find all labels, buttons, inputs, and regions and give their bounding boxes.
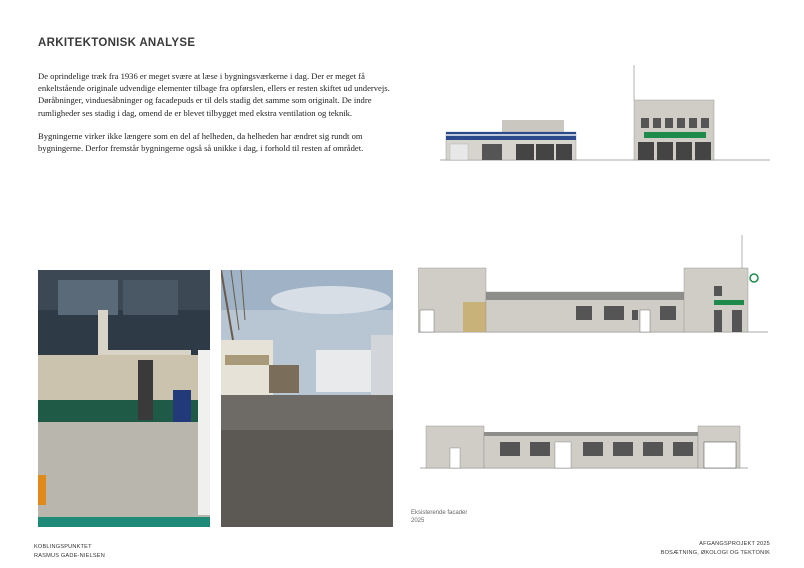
- project-label: AFGANGSPROJEKT 2025: [699, 541, 770, 547]
- courtyard-photo: [221, 270, 393, 527]
- page-title: ARKITEKTONISK ANALYSE: [38, 37, 196, 49]
- analysis-text: [38, 70, 400, 165]
- interior-photo: [38, 270, 210, 527]
- facade-elevation-top: [440, 60, 770, 165]
- paragraph-1: De oprindelige træk fra 1936 er meget svære at læse i bygningsværkerne i dag. Der er meget få enkeltstående originale udvendige elementer tilbage fra opførslen, ellers er resten skiftet ud undervejs. Døråbninger, vinduesåbninger og facadepuds er til dels stadig det samme som originalt. De indre rumligheder ses stadig i dag, omend de er blevet tilbygget med ekstra ventilation og teknik.: [38, 71, 390, 118]
- facade-elevation-bottom: [420, 420, 748, 474]
- footer-author: [34, 543, 105, 561]
- project-theme: BOSÆTNING, ØKOLOGI OG TEKTONIK: [660, 550, 770, 556]
- paragraph-2: Bygningerne virker ikke længere som en del af helheden, da helheden har ændret sig rundt om bygningerne. Derfor fremstår bygningerne også så unikke i dag, i forhold til resten af området.: [38, 130, 364, 154]
- footer-project: [661, 540, 770, 558]
- author-name: RASMUS GADE-NIELSEN: [34, 553, 105, 559]
- caption-title: Eksisterende facader: [411, 510, 468, 516]
- facade-elevation-middle: [418, 230, 768, 336]
- drawing-caption: [411, 509, 467, 525]
- caption-year: 2025: [411, 518, 425, 524]
- project-title: KOBLINGSPUNKTET: [34, 544, 92, 550]
